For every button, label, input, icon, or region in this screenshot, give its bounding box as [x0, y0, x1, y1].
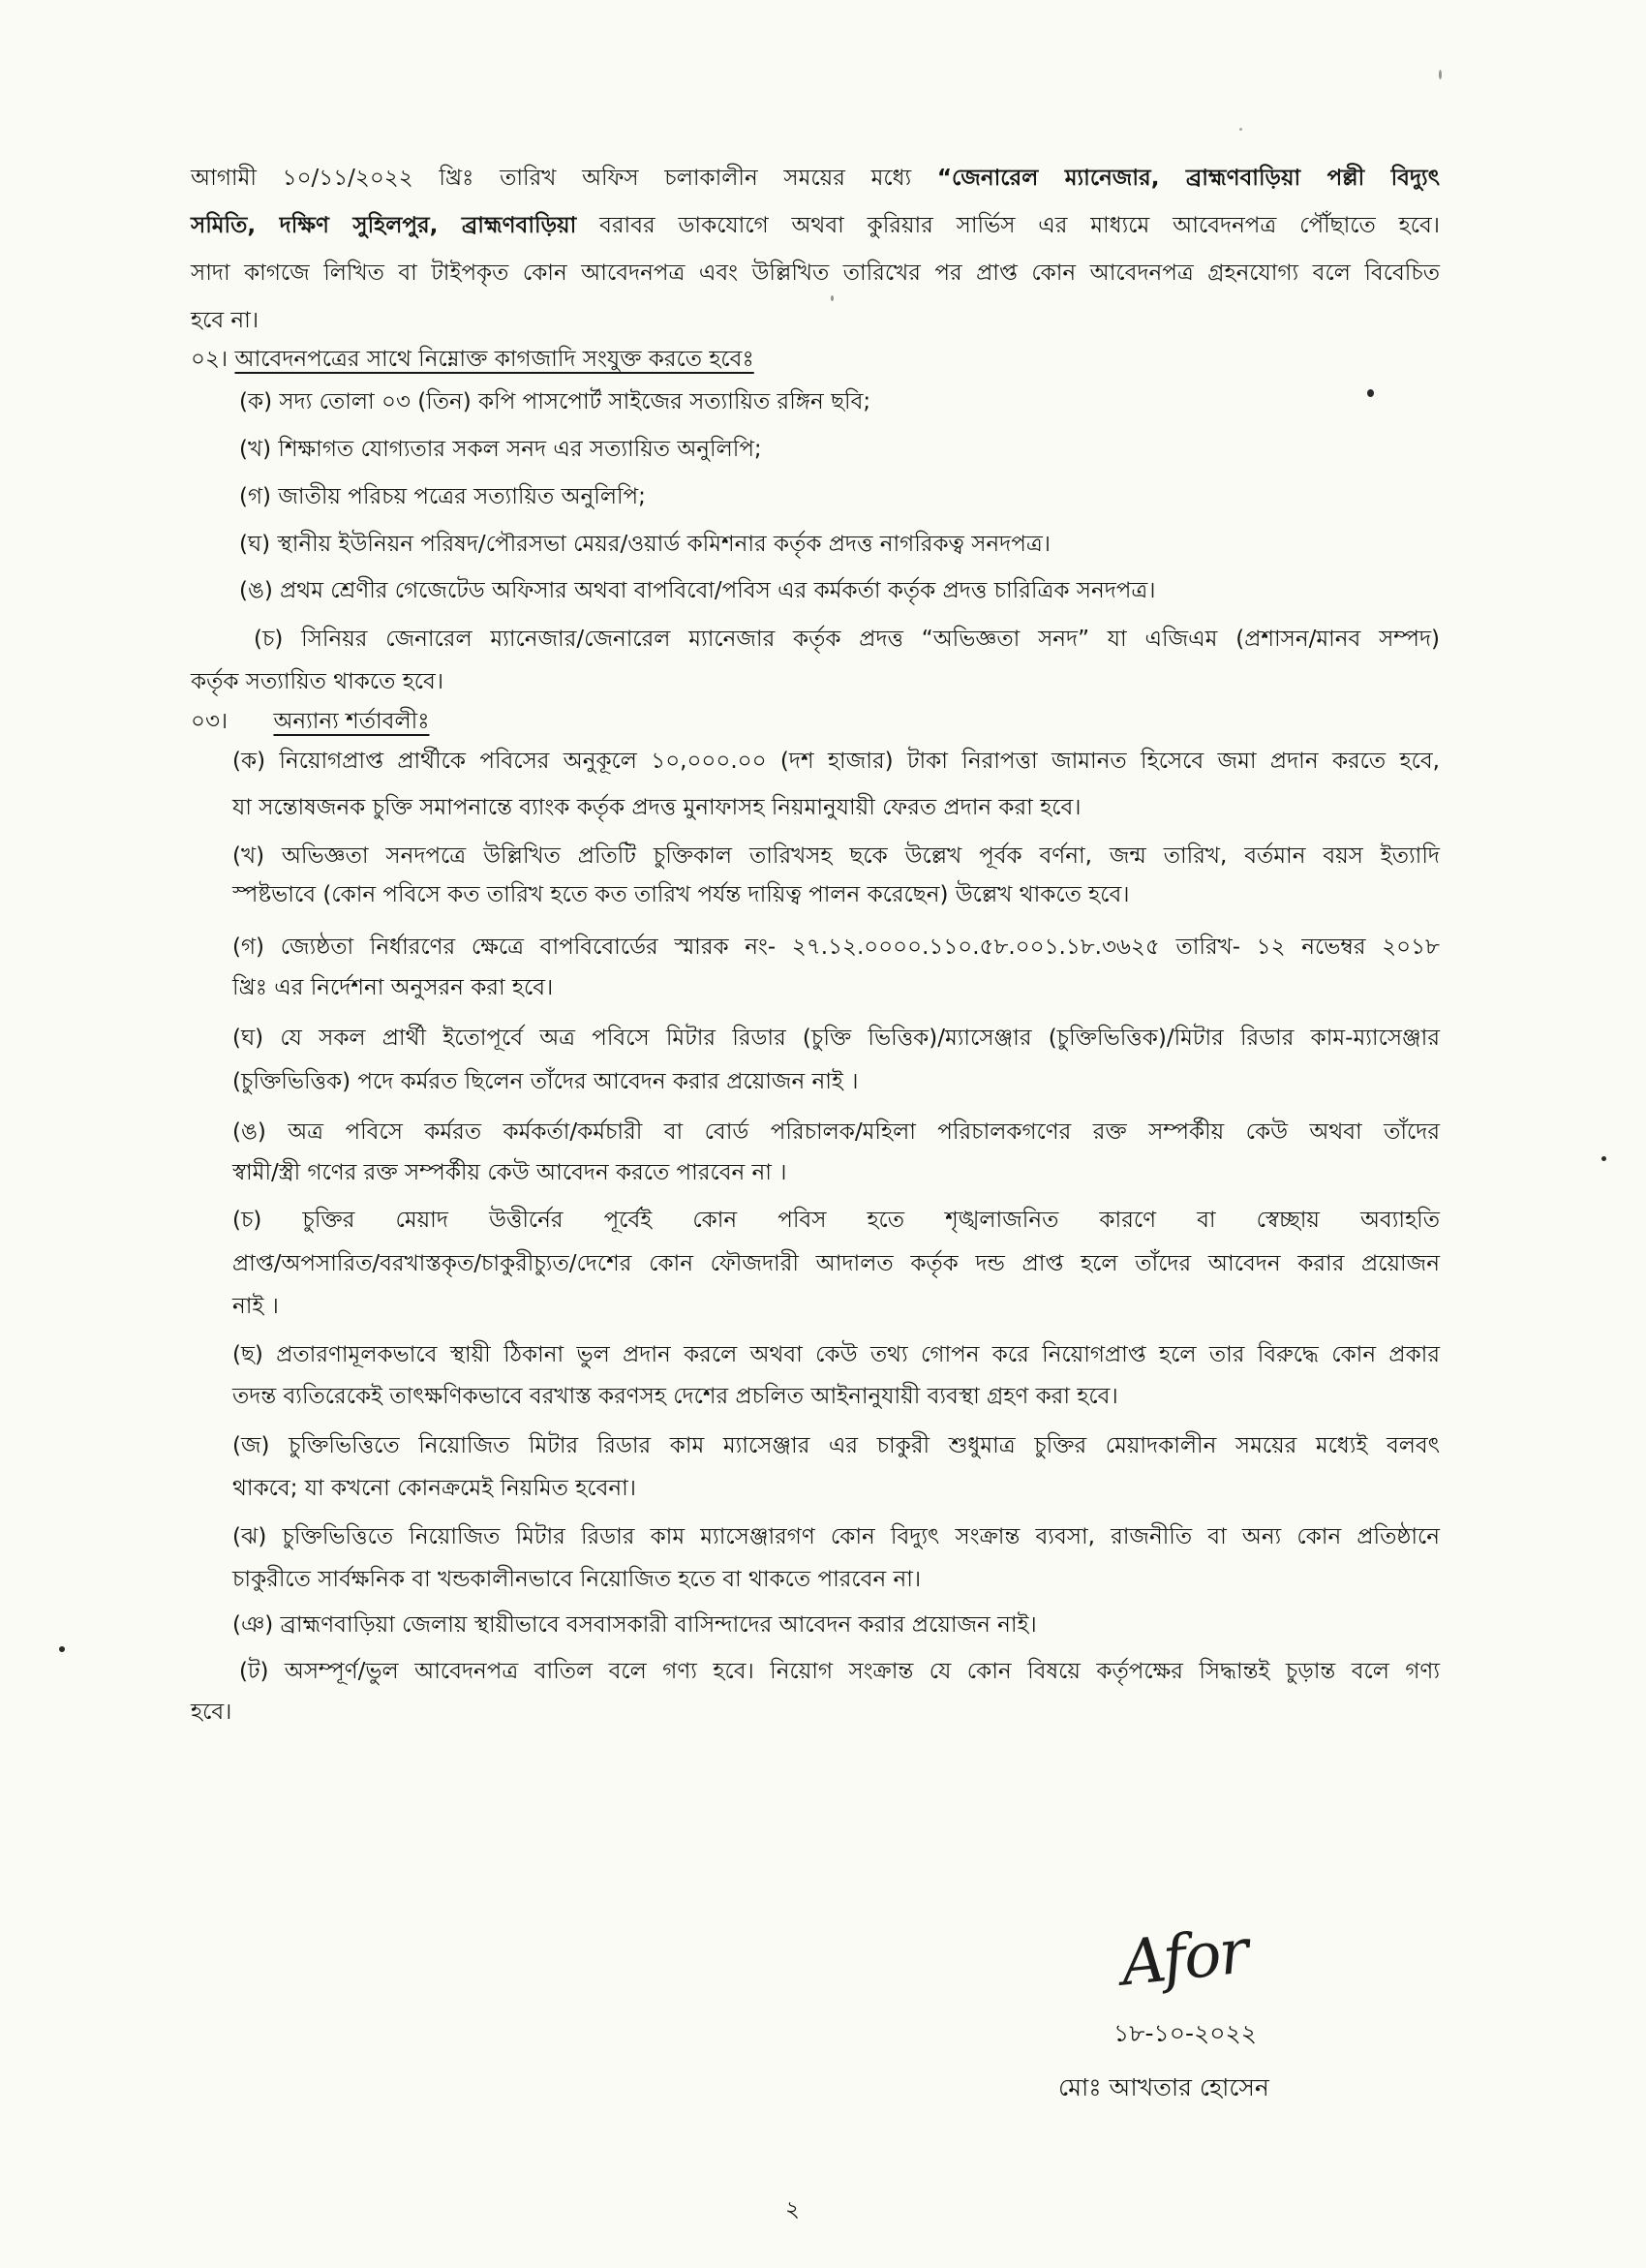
sec3-item-ta-line-2: হবে।	[191, 1700, 232, 1725]
sec3-item-nya: (ঞ) ব্রাহ্মণবাড়িয়া জেলায় স্থায়ীভাবে বসবাসকারী বাসিন্দাদের আবেদন করার প্রয়োজন নাই।	[232, 1612, 1037, 1638]
intro-address-bold: সমিতি, দক্ষিণ সুহিলপুর, ব্রাহ্মণবাড়িয়া	[191, 213, 577, 238]
scan-speck	[59, 1646, 65, 1652]
sec2-item-ca-line-1: (চ) সিনিয়র জেনারেল ম্যানেজার/জেনারেল ম্যানেজার কর্তৃক প্রদত্ত “অভিজ্ঞতা সনদ” যা এজিএম (প্রশাসন/মানব সম্পদ)	[254, 627, 1440, 652]
sec3-item-cha-line-1: (ছ) প্রতারণামূলকভাবে স্থায়ী ঠিকানা ভুল প্রদান করলে অথবা কেউ তথ্য গোপন করে নিয়োগপ্রাপ্ত হলে তার বিরুদ্ধে কোন প্রকার	[232, 1342, 1440, 1367]
sec3-item-umo-line-1: (ঙ) অত্র পবিসে কর্মরত কর্মকর্তা/কর্মচারী বা বোর্ড পরিচালক/মহিলা পরিচালকগণের রক্ত সম্পর্কীয় কেউ অথবা তাঁদের	[232, 1119, 1440, 1145]
sec3-item-kha-line-2: স্পষ্টভাবে (কোন পবিসে কত তারিখ হতে কত তারিখ পর্যন্ত দায়িত্ব পালন করেছেন) উল্লেখ থাকতে হবে।	[232, 882, 1130, 907]
sec2-item-gha: (ঘ) স্থানীয় ইউনিয়ন পরিষদ/পৌরসভা মেয়র/ওয়ার্ড কমিশনার কর্তৃক প্রদত্ত নাগরিকত্ব সনদপত্র।	[239, 532, 1051, 557]
page-number: ২	[785, 2197, 800, 2222]
scan-speck	[1367, 389, 1374, 397]
sec2-item-ka: (ক) সদ্য তোলা ০৩ (তিন) কপি পাসপোর্ট সাইজের সত্যায়িত রঙ্গিন ছবি;	[239, 389, 871, 414]
intro-line-1	[191, 155, 1440, 202]
sec3-item-ka-line-2: যা সন্তোষজনক চুক্তি সমাপনান্তে ব্যাংক কর্তৃক প্রদত্ত মুনাফাসহ নিয়মানুযায়ী ফেরত প্রদান করা হবে।	[232, 795, 1082, 820]
sec3-item-kha-line-1: (খ) অভিজ্ঞতা সনদপত্রে উল্লিখিত প্রতিটি চুক্তিকাল তারিখসহ ছকে উল্লেখ পূর্বক বর্ণনা, জন্ম তারিখ, বর্তমান বয়স ইত্যাদি	[232, 843, 1440, 869]
sec3-item-gha-line-2: (চুক্তিভিত্তিক) পদে কর্মরত ছিলেন তাঁদের আবেদন করার প্রয়োজন নাই ।	[232, 1069, 859, 1094]
intro-line-4: হবে না।	[191, 308, 259, 333]
scan-speck	[1601, 1156, 1606, 1161]
signature-scrawl: Afor	[1117, 1916, 1251, 2001]
section-3-number: ০৩।	[191, 709, 229, 734]
sec3-item-umo-line-2: স্বামী/স্ত্রী গণের রক্ত সম্পর্কীয় কেউ আবেদন করতে পারবেন না ।	[232, 1160, 787, 1185]
intro-line-2	[191, 202, 1440, 250]
intro-line-3: সাদা কাগজে লিখিত বা টাইপকৃত কোন আবেদনপত্র এবং উল্লিখিত তারিখের পর প্রাপ্ত কোন আবেদনপত্র গ্রহনযোগ্য বলে বিবেচিত	[191, 261, 1440, 286]
sec3-item-gha-line-1: (ঘ) যে সকল প্রার্থী ইতোপূর্বে অত্র পবিসে মিটার রিডার (চুক্তি ভিত্তিক)/ম্যাসেঞ্জার (চুক্তিভিত্তিক)/মিটার রিডার কাম-ম্যাসেঞ্জার	[232, 1026, 1440, 1051]
section-2-title: আবেদনপত্রের সাথে নিম্নোক্ত কাগজাদি সংযুক্ত করতে হবেঃ	[234, 347, 754, 372]
sec3-item-ja-line-1: (জ) চুক্তিভিত্তিতে নিয়োজিত মিটার রিডার কাম ম্যাসেঞ্জার এর চাকুরী শুধুমাত্র চুক্তির মেয়াদকালীন সময়ের মধ্যেই বলবৎ	[232, 1433, 1440, 1458]
intro-deadline-text: আগামী ১০/১১/২০২২ খ্রিঃ তারিখ অফিস চলাকালীন সময়ের মধ্যে	[191, 166, 937, 191]
sec3-item-jha-line-2: চাকুরীতে সার্বক্ষনিক বা খন্ডকালীনভাবে নিয়োজিত হতে বা থাকতে পারবেন না।	[232, 1567, 922, 1592]
sec3-item-ca-line-3: নাই ।	[232, 1294, 279, 1319]
scan-speck	[1439, 70, 1442, 79]
sec2-item-ca-line-2: কর্তৃক সত্যায়িত থাকতে হবে।	[191, 669, 444, 694]
section-2-number: ০২।	[191, 347, 229, 372]
signatory-name: মোঃ আখতার হোসেন	[1058, 2073, 1269, 2101]
section-2-heading	[191, 336, 754, 383]
sec2-item-kha: (খ) শিক্ষাগত যোগ্যতার সকল সনদ এর সত্যায়িত অনুলিপি;	[239, 437, 762, 462]
sec3-item-jha-line-1: (ঝ) চুক্তিভিত্তিতে নিয়োজিত মিটার রিডার কাম ম্যাসেঞ্জারগণ কোন বিদ্যুৎ সংক্রান্ত ব্যবসা, রাজনীতি বা অন্য কোন প্রতিষ্ঠানে	[232, 1524, 1440, 1549]
sec2-item-ga: (গ) জাতীয় পরিচয় পত্রের সত্যায়িত অনুলিপি;	[239, 484, 646, 509]
sec3-item-cha-line-2: তদন্ত ব্যতিরেকেই তাৎক্ষণিকভাবে বরখাস্ত করণসহ দেশের প্রচলিত আইনানুযায়ী ব্যবস্থা গ্রহণ করা হবে।	[232, 1384, 1118, 1409]
sec2-item-umo: (ঙ) প্রথম শ্রেণীর গেজেটেড অফিসার অথবা বাপবিবো/পবিস এর কর্মকর্তা কর্তৃক প্রদত্ত চারিত্রিক সনদপত্র।	[239, 578, 1156, 603]
signature-date: ১৮-১০-২০২২	[1113, 2019, 1257, 2047]
section-3-title: অন্যান্য শর্তাবলীঃ	[273, 709, 430, 734]
sec3-item-ja-line-2: থাকবে; যা কখনো কোনক্রমেই নিয়মিত হবেনা।	[232, 1476, 636, 1501]
sec3-item-ca-line-2: প্রাপ্ত/অপসারিত/বরখাস্তকৃত/চাকুরীচ্যুত/দেশের কোন ফৌজদারী আদালত কর্তৃক দন্ড প্রাপ্ত হলে তাঁদের আবেদন করার প্রয়োজন	[232, 1251, 1440, 1276]
sec3-item-ta-line-1: (ট) অসম্পূর্ণ/ভুল আবেদনপত্র বাতিল বলে গণ্য হবে। নিয়োগ সংক্রান্ত যে কোন বিষয়ে কর্তৃপক্ষের সিদ্ধান্তই চুড়ান্ত বলে গণ্য	[239, 1659, 1440, 1684]
sec3-item-ca-line-1: (চ) চুক্তির মেয়াদ উত্তীর্নের পূর্বেই কোন পবিস হতে শৃঙ্খলাজনিত কারণে বা স্বেচ্ছায় অব্যাহতি	[232, 1208, 1440, 1233]
scan-speck	[1239, 128, 1242, 131]
sec3-item-ga-line-2: খ্রিঃ এর নির্দেশনা অনুসরন করা হবে।	[232, 975, 554, 1000]
intro-addressee-bold: “জেনারেল ম্যানেজার, ব্রাহ্মণবাড়িয়া পল্লী বিদ্যুৎ	[936, 166, 1440, 191]
sec3-item-ga-line-1: (গ) জ্যেষ্ঠতা নির্ধারণের ক্ষেত্রে বাপবিবোর্ডের স্মারক নং- ২৭.১২.০০০০.১১০.৫৮.০০১.১৮.৩৬২৫ তারিখ- ১২ নভেম্বর ২০১৮	[232, 935, 1440, 960]
intro-delivery-text: বরাবর ডাকযোগে অথবা কুরিয়ার সার্ভিস এর মাধ্যমে আবেদনপত্র পৌঁছাতে হবে।	[576, 213, 1440, 238]
sec3-item-ka-line-1: (ক) নিয়োগপ্রাপ্ত প্রার্থীকে পবিসের অনুকূলে ১০,০০০.০০ (দশ হাজার) টাকা নিরাপত্তা জামানত হিসেবে জমা প্রদান করতে হবে,	[232, 749, 1440, 774]
